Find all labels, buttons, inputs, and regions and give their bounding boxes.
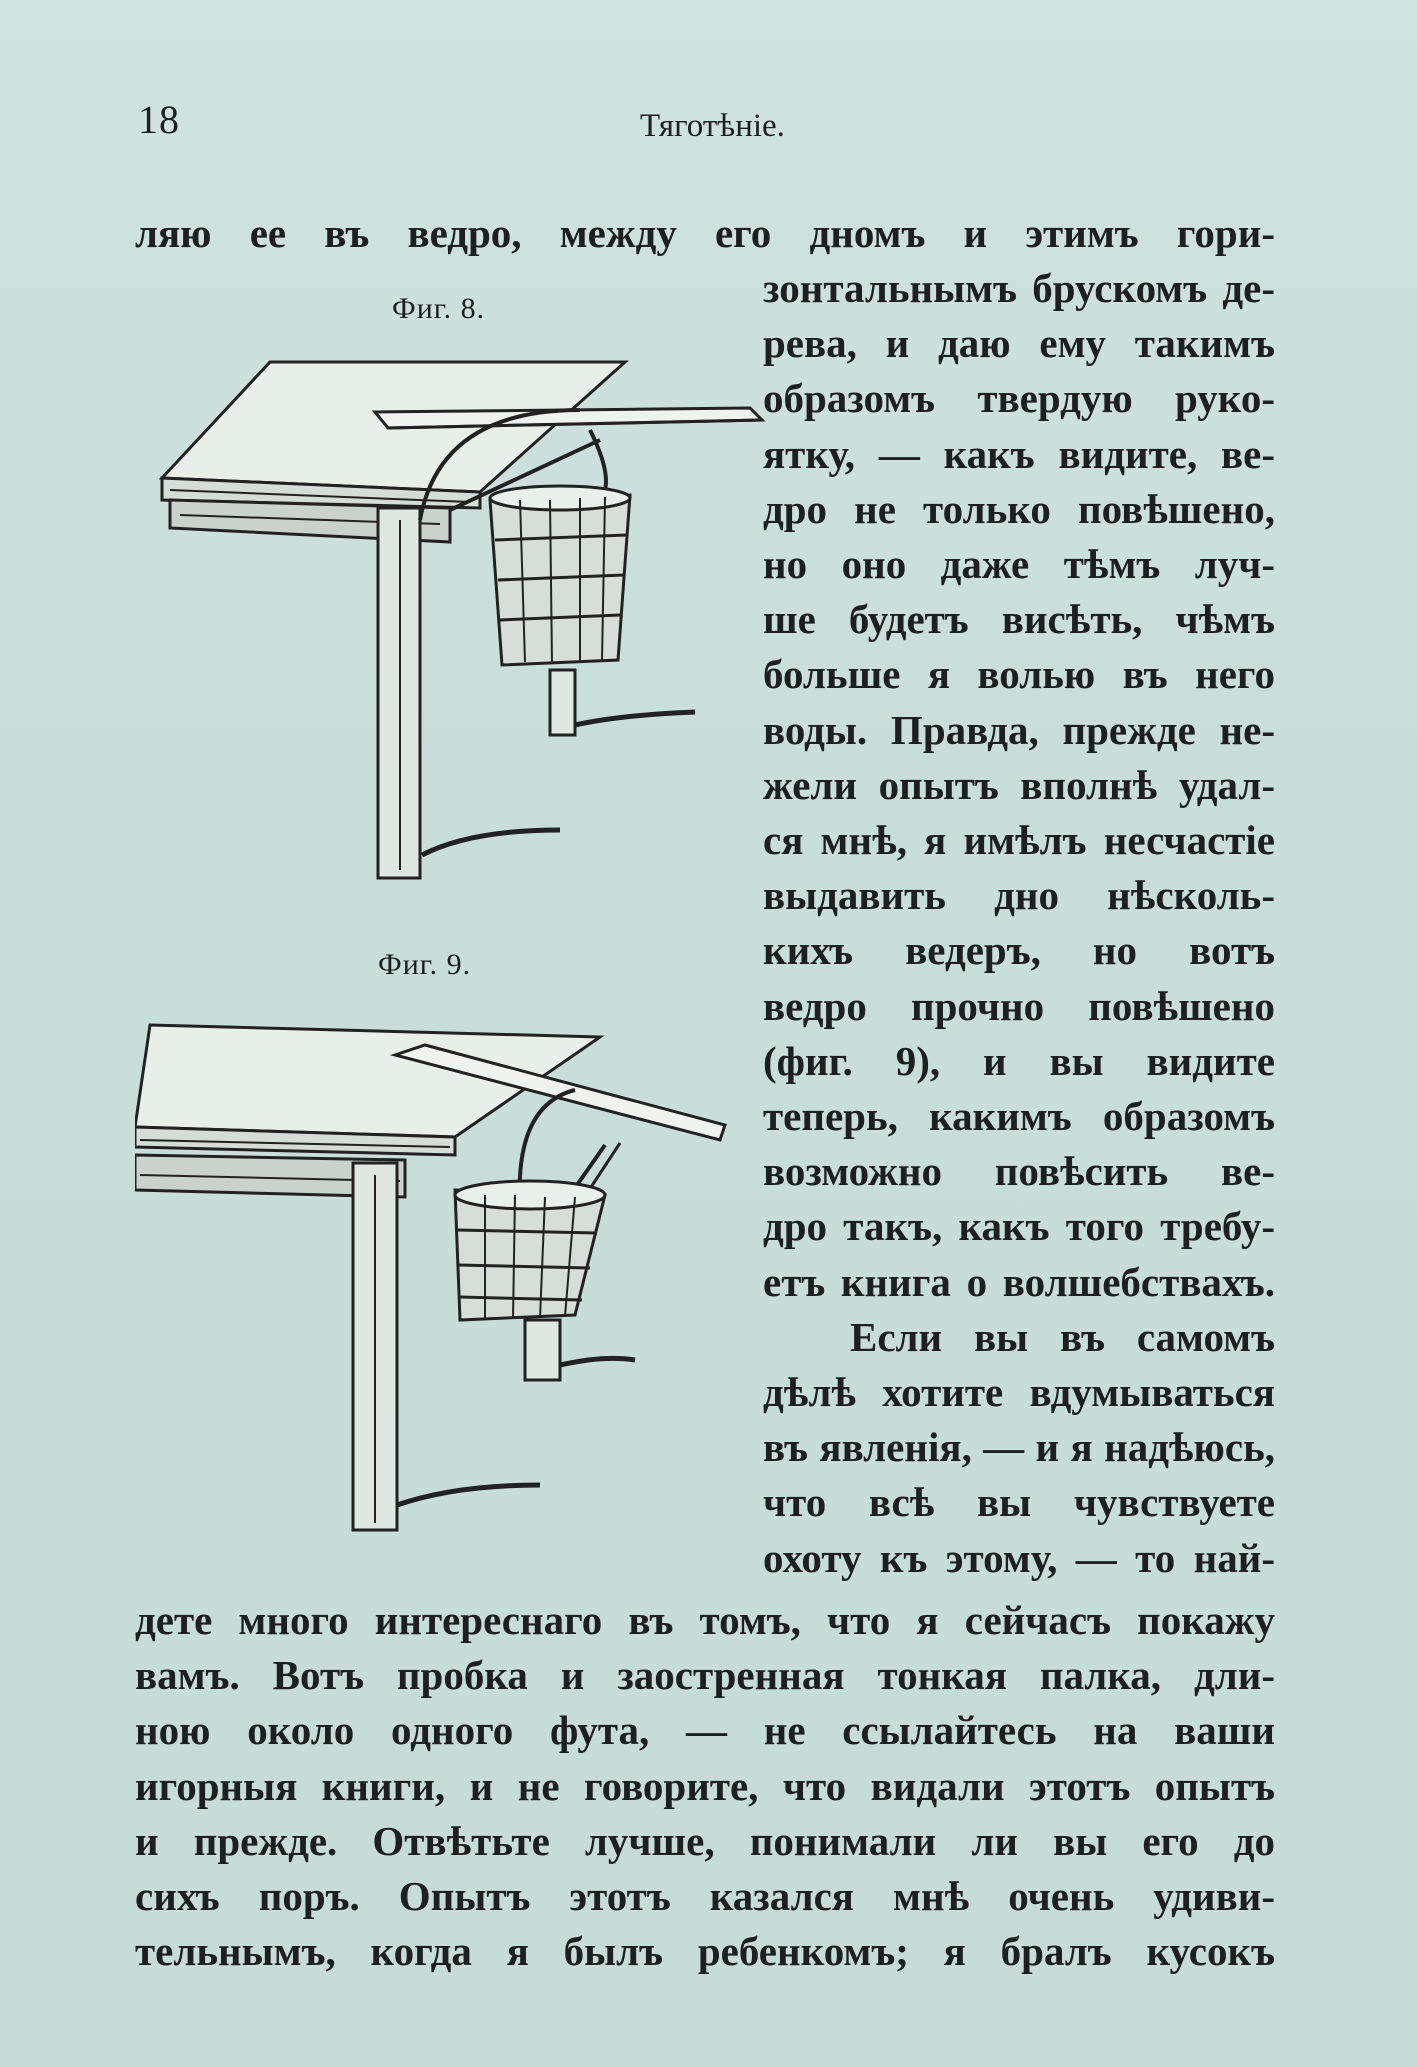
- right-column-line: кихъ ведеръ, но вотъ: [763, 927, 1275, 974]
- right-column-line: зонтальнымъ брускомъ де-: [763, 265, 1275, 311]
- right-column-line: етъ книга о волшебствахъ.: [763, 1258, 1275, 1305]
- fig8-illustration: [150, 350, 770, 890]
- right-column-line: ведро прочно повѣшено: [763, 982, 1275, 1029]
- bottom-text-line: и прежде. Отвѣтьте лучше, понимали ли вы его до: [135, 1817, 1275, 1864]
- text-line-top: ляю ее въ ведро, между его дномъ и этимъ гори-: [135, 210, 1275, 256]
- fig9-illustration: [135, 1015, 755, 1555]
- right-column-line: жели опытъ вполнѣ удал-: [763, 761, 1275, 808]
- running-title: Тяготѣніе.: [640, 108, 785, 144]
- bottom-text-line: игорныя книги, и не говорите, что видали этотъ опытъ: [135, 1762, 1275, 1809]
- right-column-line: ятку, — какъ видите, ве-: [763, 430, 1275, 477]
- right-column-line: охоту къ этому, — то най-: [763, 1534, 1275, 1581]
- right-column-line: выдавить дно нѣсколь-: [763, 872, 1275, 919]
- right-column-line: что всѣ вы чувствуете: [763, 1479, 1275, 1526]
- right-column-line: ше будетъ висѣть, чѣмъ: [763, 596, 1275, 643]
- right-column-line: ся мнѣ, я имѣлъ несчастіе: [763, 817, 1275, 863]
- bottom-text-line: сихъ поръ. Опытъ этотъ казался мнѣ очень удиви-: [135, 1873, 1275, 1919]
- bottom-text-line: дете много интереснаго въ томъ, что я сейчасъ покажу: [135, 1597, 1275, 1643]
- bottom-text-line: тельнымъ, когда я былъ ребенкомъ; я бралъ кусокъ: [135, 1928, 1275, 1975]
- right-column-line: больше я волью въ него: [763, 651, 1275, 698]
- bottom-text-line: ною около одного фута, — не ссылайтесь на ваши: [135, 1707, 1275, 1754]
- page-number: 18: [138, 97, 180, 142]
- fig8-caption: Фиг. 8.: [392, 292, 486, 325]
- right-column-line: воды. Правда, прежде не-: [763, 706, 1275, 753]
- right-column-line: возможно повѣсить ве-: [763, 1148, 1275, 1195]
- right-column-line: дро не только повѣшено,: [763, 485, 1275, 532]
- bottom-text-line: вамъ. Вотъ пробка и заостренная тонкая палка, дли-: [135, 1652, 1275, 1699]
- right-column-line: (фиг. 9), и вы видите: [763, 1037, 1275, 1084]
- right-column-line: дѣлѣ хотите вдумываться: [763, 1369, 1275, 1415]
- right-column-line: рева, и даю ему такимъ: [763, 320, 1275, 367]
- right-column-line: теперь, какимъ образомъ: [763, 1093, 1275, 1139]
- right-column-line: въ явленія, — и я надѣюсь,: [763, 1424, 1275, 1471]
- fig9-caption: Фиг. 9.: [378, 948, 472, 981]
- right-column-line: образомъ твердую руко-: [763, 375, 1275, 422]
- right-column-line: дро такъ, какъ того требу-: [763, 1203, 1275, 1250]
- right-column-line: но оно даже тѣмъ луч-: [763, 541, 1275, 587]
- right-column-line: Если вы въ самомъ: [850, 1313, 1275, 1360]
